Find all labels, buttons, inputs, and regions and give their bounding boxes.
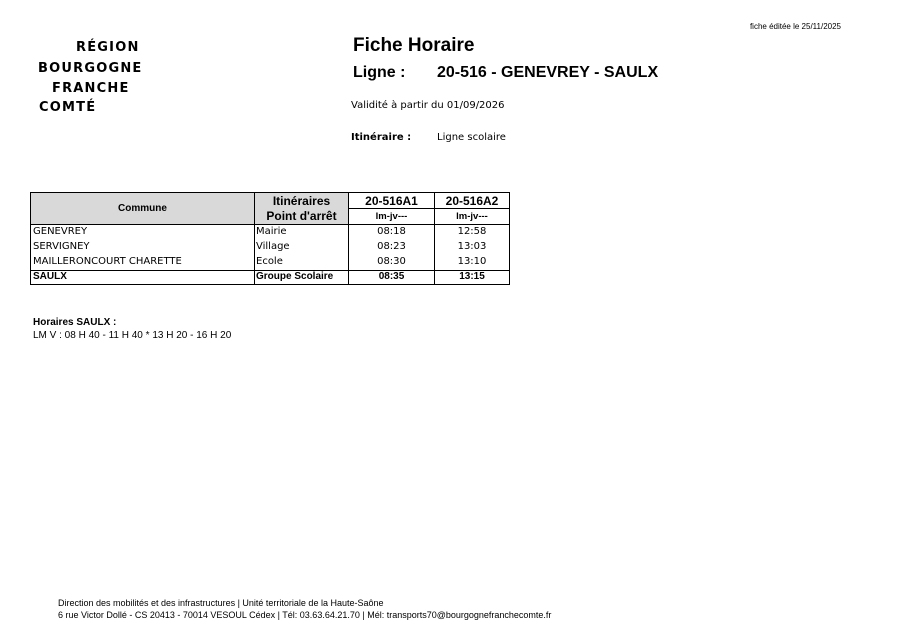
ligne-label: Ligne : xyxy=(353,64,406,81)
itinerary-value: Ligne scolaire xyxy=(437,132,506,143)
footer-line-1: Direction des mobilités et des infrastructures | Unité territoriale de la Haute-Saône xyxy=(58,598,384,608)
region-logo xyxy=(38,40,156,120)
divider xyxy=(349,208,509,209)
time-cell: 08:18 xyxy=(377,226,406,237)
itineraires-header: Itinéraires xyxy=(272,194,331,208)
commune-cell: GENEVREY xyxy=(33,226,88,237)
ligne-name: 20-516 - GENEVREY - SAULX xyxy=(437,64,659,81)
time-cell: 13:03 xyxy=(457,241,487,252)
stop-cell: Mairie xyxy=(256,226,287,237)
footer-line-2: 6 rue Victor Dollé - CS 20413 - 70014 VESOUL Cédex | Tél: 03.63.64.21.70 | Mél: transports70@bourgognefranchecomte.fr xyxy=(58,610,552,620)
commune-header: Commune xyxy=(31,193,254,224)
column-days-2: lm-jv--- xyxy=(456,211,488,222)
commune-cell: SERVIGNEY xyxy=(33,241,90,252)
commune-cell: MAILLERONCOURT CHARETTE xyxy=(33,256,182,267)
stop-cell: Groupe Scolaire xyxy=(256,271,334,282)
logo-line-4: COMTÉ xyxy=(39,100,97,115)
itinerary-header xyxy=(255,193,348,224)
logo-line-1: RÉGION xyxy=(76,40,140,55)
divider xyxy=(31,224,509,225)
time-cell: 12:58 xyxy=(457,226,487,237)
time-cell: 08:35 xyxy=(378,271,405,282)
edit-date: fiche éditée le 25/11/2025 xyxy=(749,22,841,31)
stop-cell: Village xyxy=(256,241,290,252)
horaires-text: LM V : 08 H 40 - 11 H 40 * 13 H 20 - 16 H 20 xyxy=(33,330,232,341)
page-title: Fiche Horaire xyxy=(353,35,475,56)
time-cell: 13:10 xyxy=(457,256,487,267)
time-cell: 08:30 xyxy=(377,256,406,267)
commune-cell: SAULX xyxy=(33,271,67,282)
validity-date: Validité à partir du 01/09/2026 xyxy=(351,100,505,111)
time-cell: 13:15 xyxy=(459,271,485,282)
timetable xyxy=(30,192,510,285)
time-cell: 08:23 xyxy=(377,241,406,252)
point-arret-header: Point d'arrêt xyxy=(266,209,337,223)
logo-line-3: FRANCHE xyxy=(52,81,130,96)
column-days-1: lm-jv--- xyxy=(375,211,408,222)
column-code-1: 20-516A1 xyxy=(365,194,418,208)
stop-cell: Ecole xyxy=(256,256,283,267)
itinerary-label: Itinéraire : xyxy=(351,132,412,143)
horaires-title: Horaires SAULX : xyxy=(33,317,117,328)
logo-line-2: BOURGOGNE xyxy=(38,61,143,76)
column-code-2: 20-516A2 xyxy=(445,194,499,208)
